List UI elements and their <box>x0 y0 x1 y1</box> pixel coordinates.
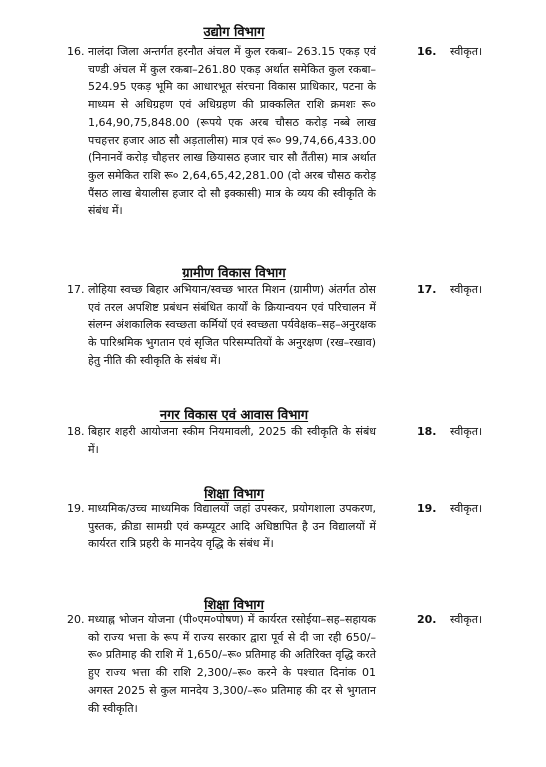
decision-status: स्वीकृत। <box>450 45 483 58</box>
item-number: 17. <box>67 283 85 296</box>
section-heading-education: शिक्षा विभाग <box>204 598 264 613</box>
section-heading-urban-development: नगर विकास एवं आवास विभाग <box>159 408 309 423</box>
item-description: मध्याह्न भोजन योजना (पी०एम०पोषण) में कार्यरत रसोईया–सह–सहायक को राज्य भत्ता के रूप में राज्य सरकार द्वारा पूर्व से दी जा रही 650/–रू० प्रतिमाह की राशि में 1,650/–रू० प्रतिमाह की अतिरिक्त वृद्धि करते हुए राज्य भत्ता की राशि 2,300/–रू० करने के पश्चात दिनांक 01 अगस्त 2025 से कुल मानदेय 3,300/–रू० प्रतिमाह की दर से भुगतान की स्वीकृति। <box>88 613 376 715</box>
decision-number: 16. <box>417 45 437 58</box>
item-number: 20. <box>67 613 85 626</box>
item-description: माध्यमिक/उच्च माध्यमिक विद्यालयों जहां उपस्कर, प्रयोगशाला उपकरण, पुस्तक, क्रीडा सामग्री एवं कम्प्यूटर आदि अधिष्ठापित है उन विद्यालयों में कार्यरत रात्रि प्रहरी के मानदेय वृद्धि के संबंध में। <box>88 502 376 551</box>
decision-number: 19. <box>417 502 437 515</box>
item-number: 19. <box>67 502 85 515</box>
decision-status: स्वीकृत। <box>450 502 483 515</box>
item-description: बिहार शहरी आयोजना स्कीम नियमावली, 2025 की स्वीकृति के संबंध में। <box>88 425 376 456</box>
section-heading-education: शिक्षा विभाग <box>204 487 264 502</box>
item-number: 18. <box>67 425 85 438</box>
decision-number: 20. <box>417 613 437 626</box>
item-description: नालंदा जिला अन्तर्गत हरनौत अंचल में कुल रकबा– 263.15 एकड़ एवं चण्डी अंचल में कुल रकबा–261.80 एकड़ अर्थात समेकित कुल रकबा–524.95 एकड़ भूमि का आधारभूत संरचना विकास प्राधिकार, पटना के माध्यम से अधिग्रहण एवं अधिग्रहण की प्राक्कलित राशि क्रमशः रू० 1,64,90,75,848.00 (रूपये एक अरब चौसठ करोड़ नब्बे लाख पचहत्तर हजार आठ सौ अड़तालीस) मात्र एवं रू० 99,74,66,433.00 (निनानवें करोड़ चौहत्तर लाख छियासठ हजार चार सौ तैंतीस) मात्र अर्थात कुल समेकित राशि रू० 2,64,65,42,281.00 (दो अरब चौसठ करोड़ पैंसठ लाख बेयालीस हजार दो सौ इक्कासी) मात्र के व्यय की स्वीकृति के संबंध में। <box>88 45 376 218</box>
section-heading-industry: उद्योग विभाग <box>203 25 265 40</box>
decision-status: स्वीकृत। <box>450 283 483 296</box>
decision-status: स्वीकृत। <box>450 613 483 626</box>
section-heading-rural-development: ग्रामीण विकास विभाग <box>182 266 286 281</box>
item-description: लोहिया स्वच्छ बिहार अभियान/स्वच्छ भारत मिशन (ग्रामीण) अंतर्गत ठोस एवं तरल अपशिष्ट प्रबंधन संबंधित कार्यों के क्रियान्वयन एवं परिचालन में संलग्न अंशकालिक स्वच्छता कर्मियों एवं स्वच्छता पर्यवेक्षक–सह–अनुरक्षक के पारिश्रमिक भुगतान एवं सृजित परिसम्पतियों के अनुरक्षण (रख–रखाव) हेतु नीति की स्वीकृति के संबंध में। <box>88 283 376 367</box>
decision-status: स्वीकृत। <box>450 425 483 438</box>
decision-number: 17. <box>417 283 437 296</box>
item-number: 16. <box>67 45 85 58</box>
decision-number: 18. <box>417 425 437 438</box>
